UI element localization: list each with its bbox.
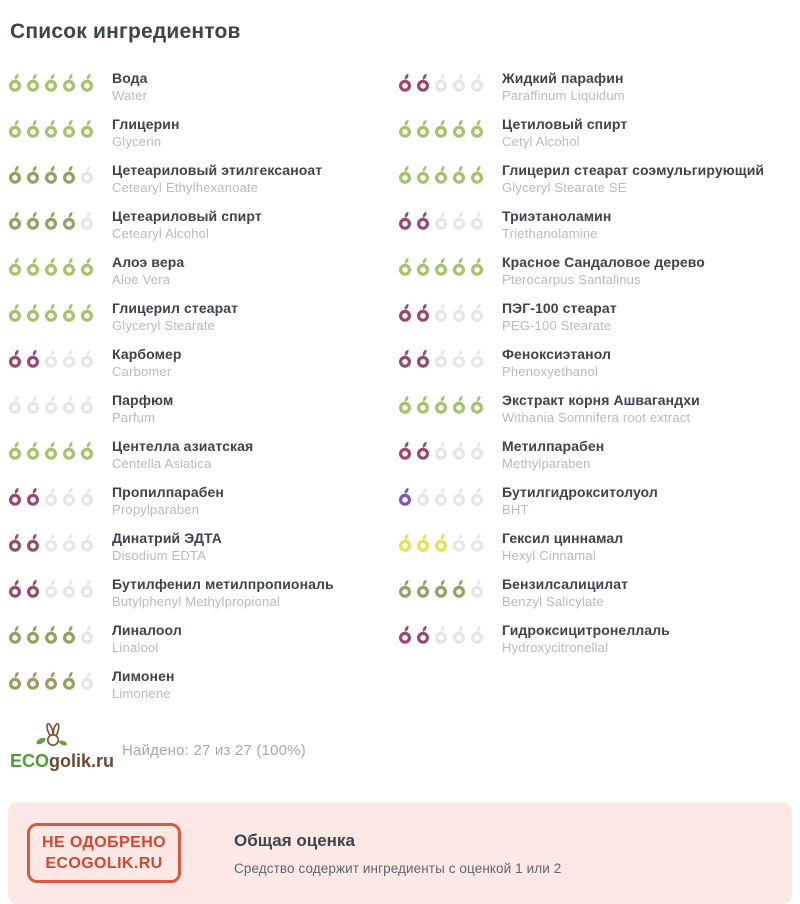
summary-description: Средство содержит ингредиенты с оценкой 1 или 2	[234, 860, 562, 876]
ingredient-name-en: Phenoxyethanol	[502, 364, 599, 379]
fruit-icon	[8, 256, 22, 276]
results-footer	[0, 724, 800, 776]
fruit-icon	[470, 256, 484, 276]
ingredient-text	[104, 254, 184, 287]
ingredient-row[interactable]	[398, 70, 800, 103]
ingredient-row[interactable]	[398, 530, 800, 563]
fruit-icon	[398, 302, 412, 322]
ingredient-text	[494, 484, 658, 517]
ingredient-name-en: Centella Asiatica	[112, 456, 212, 471]
ingredient-name-ru[interactable]: Красное Сандаловое дерево	[502, 254, 705, 270]
ingredient-text	[104, 392, 173, 425]
rating-icons	[8, 162, 104, 184]
ingredient-name-ru[interactable]: Парфюм	[112, 392, 174, 408]
fruit-icon	[470, 348, 484, 368]
fruit-icon	[44, 578, 58, 598]
fruit-icon	[416, 118, 430, 138]
fruit-icon	[80, 348, 94, 368]
fruit-icon	[8, 578, 22, 598]
fruit-icon	[416, 394, 430, 414]
fruit-icon	[80, 210, 94, 230]
fruit-icon	[452, 210, 466, 230]
fruit-icon	[434, 118, 448, 138]
fruit-icon	[8, 348, 22, 368]
ingredient-row[interactable]	[398, 208, 800, 241]
ingredient-text	[494, 622, 670, 655]
rating-icons	[8, 300, 104, 322]
fruit-icon	[8, 302, 22, 322]
found-count-text: Найдено: 27 из 27 (100%)	[122, 741, 306, 759]
fruit-icon	[434, 348, 448, 368]
fruit-icon	[26, 302, 40, 322]
fruit-icon	[80, 532, 94, 552]
ingredient-name-en: Cetearyl Alcohol	[112, 226, 210, 241]
fruit-icon	[416, 164, 430, 184]
ingredient-name-ru[interactable]: Глицерил стеарат	[112, 300, 239, 316]
ingredient-row[interactable]	[8, 116, 398, 149]
ingredient-row[interactable]	[8, 438, 398, 471]
rating-icons	[398, 438, 494, 460]
ingredient-text	[494, 208, 611, 241]
fruit-icon	[80, 118, 94, 138]
ingredient-text	[494, 300, 617, 333]
fruit-icon	[416, 72, 430, 92]
ingredient-name-en: Pterocarpus Santalinus	[502, 272, 641, 287]
ingredient-text	[104, 300, 238, 333]
ecogolik-logo[interactable]	[10, 724, 115, 776]
ingredient-name-en: Cetearyl Ethylhexanoate	[112, 180, 259, 195]
fruit-icon	[44, 532, 58, 552]
rating-icons	[398, 392, 494, 414]
fruit-icon	[80, 394, 94, 414]
fruit-icon	[8, 624, 22, 644]
fruit-icon	[452, 624, 466, 644]
fruit-icon	[80, 256, 94, 276]
fruit-icon	[80, 578, 94, 598]
ingredient-name-ru[interactable]: Пропилпарабен	[112, 484, 224, 500]
fruit-icon	[44, 164, 58, 184]
ingredient-text	[104, 70, 148, 103]
ingredient-name-ru[interactable]: Цетеариловый спирт	[112, 208, 262, 224]
ingredient-name-ru[interactable]: Бензилсалицилат	[502, 576, 629, 592]
fruit-icon	[398, 256, 412, 276]
ingredient-name-ru[interactable]: Триэтаноламин	[502, 208, 612, 224]
fruit-icon	[398, 348, 412, 368]
fruit-icon	[26, 348, 40, 368]
fruit-icon	[26, 210, 40, 230]
ingredient-name-ru[interactable]: Бутилфенил метилпропиональ	[112, 576, 334, 592]
ingredient-name-en: PEG-100 Stearate	[502, 318, 612, 333]
fruit-icon	[416, 486, 430, 506]
fruit-icon	[44, 624, 58, 644]
ingredient-name-ru[interactable]: Вода	[112, 70, 148, 86]
ingredient-row[interactable]	[398, 116, 800, 149]
fruit-icon	[62, 624, 76, 644]
ingredient-name-ru[interactable]: Гидроксицитронеллаль	[502, 622, 670, 638]
fruit-icon	[62, 440, 76, 460]
ingredient-row[interactable]	[8, 484, 398, 517]
fruit-icon	[452, 256, 466, 276]
fruit-icon	[80, 164, 94, 184]
ingredient-name-ru[interactable]: Цетеариловый этилгексаноат	[112, 162, 323, 178]
ingredient-row[interactable]	[8, 70, 398, 103]
ingredient-row[interactable]	[398, 622, 800, 655]
fruit-icon	[80, 486, 94, 506]
rating-icons	[8, 668, 104, 690]
rating-icons	[398, 346, 494, 368]
logo-text	[10, 751, 114, 772]
fruit-icon	[80, 72, 94, 92]
fruit-icon	[8, 532, 22, 552]
fruit-icon	[434, 210, 448, 230]
fruit-icon	[398, 118, 412, 138]
ingredient-name-ru[interactable]: Центелла азиатская	[112, 438, 254, 454]
ingredient-text	[494, 392, 700, 425]
ingredient-text	[494, 254, 705, 287]
fruit-icon	[452, 440, 466, 460]
rating-icons	[8, 576, 104, 598]
fruit-icon	[434, 256, 448, 276]
fruit-icon	[452, 348, 466, 368]
fruit-icon	[416, 348, 430, 368]
fruit-icon	[470, 302, 484, 322]
fruit-icon	[62, 486, 76, 506]
ingredient-row[interactable]	[398, 484, 800, 517]
ingredient-name-en: Triethanolamine	[502, 226, 598, 241]
fruit-icon	[434, 164, 448, 184]
ingredient-row[interactable]	[8, 392, 398, 425]
ingredient-name-ru[interactable]: Экстракт корня Ашвагандхи	[502, 392, 700, 408]
ingredient-name-en: BHT	[502, 502, 529, 517]
fruit-icon	[470, 440, 484, 460]
ingredient-name-ru[interactable]: Динатрий ЭДТА	[112, 530, 222, 546]
ingredient-row[interactable]	[8, 622, 398, 655]
rating-icons	[8, 254, 104, 276]
ingredient-name-en: Glyceryl Stearate	[112, 318, 216, 333]
ingredient-text	[104, 346, 182, 379]
ingredient-text	[494, 116, 627, 149]
fruit-icon	[398, 578, 412, 598]
ingredients-column-left	[8, 70, 398, 714]
fruit-icon	[452, 532, 466, 552]
fruit-icon	[434, 72, 448, 92]
fruit-icon	[398, 210, 412, 230]
ingredient-name-en: Cetyl Alcohol	[502, 134, 580, 149]
stamp-line-1: НЕ ОДОБРЕНО	[42, 834, 166, 851]
fruit-icon	[62, 302, 76, 322]
ingredient-row[interactable]	[398, 576, 800, 609]
fruit-icon	[470, 210, 484, 230]
fruit-icon	[398, 486, 412, 506]
fruit-icon	[8, 164, 22, 184]
fruit-icon	[470, 72, 484, 92]
fruit-icon	[62, 670, 76, 690]
stamp-line-2: ECOGOLIK.RU	[45, 855, 163, 872]
fruit-icon	[26, 256, 40, 276]
ingredient-text	[494, 530, 623, 563]
fruit-icon	[416, 210, 430, 230]
fruit-icon	[8, 486, 22, 506]
fruit-icon	[62, 256, 76, 276]
ingredient-name-en: Withania Somnifera root extract	[502, 410, 691, 425]
fruit-icon	[26, 670, 40, 690]
ingredient-name-ru[interactable]: Жидкий парафин	[502, 70, 624, 86]
rating-icons	[398, 162, 494, 184]
fruit-icon	[44, 210, 58, 230]
rating-icons	[398, 254, 494, 276]
fruit-icon	[434, 624, 448, 644]
rating-icons	[398, 576, 494, 598]
fruit-icon	[416, 532, 430, 552]
ingredient-row[interactable]	[8, 668, 398, 701]
fruit-icon	[44, 670, 58, 690]
ingredient-text	[104, 208, 262, 241]
ingredient-text	[494, 70, 625, 103]
ingredients-grid	[0, 70, 800, 714]
ingredient-name-ru[interactable]: Гексил циннамал	[502, 530, 624, 546]
fruit-icon	[26, 118, 40, 138]
ingredient-text	[494, 162, 764, 195]
ingredient-text	[104, 438, 253, 471]
fruit-icon	[44, 440, 58, 460]
fruit-icon	[62, 394, 76, 414]
fruit-icon	[44, 302, 58, 322]
ingredient-text	[104, 484, 224, 517]
fruit-icon	[434, 302, 448, 322]
fruit-icon	[62, 164, 76, 184]
ingredient-name-en: Propylparaben	[112, 502, 200, 517]
fruit-icon	[8, 210, 22, 230]
rabbit-leaves-icon	[34, 722, 70, 750]
fruit-icon	[452, 394, 466, 414]
fruit-icon	[62, 348, 76, 368]
ingredient-row[interactable]	[398, 162, 800, 195]
ingredient-name-en: Limonene	[112, 686, 171, 701]
fruit-icon	[8, 670, 22, 690]
fruit-icon	[26, 394, 40, 414]
fruit-icon	[416, 302, 430, 322]
logo-rest: golik.ru	[49, 751, 115, 771]
ingredient-name-en: Methylparaben	[502, 456, 591, 471]
ingredient-row[interactable]	[8, 576, 398, 609]
fruit-icon	[470, 624, 484, 644]
fruit-icon	[434, 394, 448, 414]
ingredient-name-en: Paraffinum Liquidum	[502, 88, 625, 103]
ingredient-name-en: Carbomer	[112, 364, 172, 379]
ingredient-name-en: Hexyl Cinnamal	[502, 548, 596, 563]
ingredient-row[interactable]	[398, 392, 800, 425]
fruit-icon	[8, 118, 22, 138]
fruit-icon	[8, 440, 22, 460]
rating-icons	[8, 622, 104, 644]
fruit-icon	[62, 118, 76, 138]
fruit-icon	[452, 118, 466, 138]
ingredient-text	[494, 346, 611, 379]
fruit-icon	[434, 486, 448, 506]
rating-icons	[398, 70, 494, 92]
fruit-icon	[434, 532, 448, 552]
rating-icons	[8, 208, 104, 230]
ingredient-name-en: Aloe Vera	[112, 272, 171, 287]
fruit-icon	[470, 118, 484, 138]
ingredient-row[interactable]	[8, 208, 398, 241]
fruit-icon	[80, 302, 94, 322]
ingredient-text	[104, 162, 322, 195]
fruit-icon	[44, 256, 58, 276]
overall-rating-banner	[8, 802, 792, 904]
fruit-icon	[80, 624, 94, 644]
ingredient-name-ru[interactable]: Метилпарабен	[502, 438, 605, 454]
fruit-icon	[398, 532, 412, 552]
fruit-icon	[8, 394, 22, 414]
ingredient-name-ru[interactable]: Глицерин	[112, 116, 180, 132]
not-approved-stamp	[27, 823, 181, 883]
ingredient-name-en: Hydroxycitronellal	[502, 640, 609, 655]
fruit-icon	[452, 72, 466, 92]
ingredient-name-ru[interactable]: Карбомер	[112, 346, 182, 362]
ingredient-text	[104, 576, 334, 609]
fruit-icon	[398, 164, 412, 184]
fruit-icon	[470, 394, 484, 414]
fruit-icon	[26, 486, 40, 506]
ingredient-text	[104, 622, 182, 655]
logo-eco: ECO	[10, 751, 50, 771]
fruit-icon	[398, 72, 412, 92]
rating-icons	[398, 208, 494, 230]
ingredient-name-ru[interactable]: Феноксиэтанол	[502, 346, 612, 362]
ingredient-row[interactable]	[8, 254, 398, 287]
rating-icons	[8, 70, 104, 92]
fruit-icon	[26, 624, 40, 644]
rating-icons	[8, 484, 104, 506]
ingredient-name-en: Glycerin	[112, 134, 162, 149]
ingredient-row[interactable]	[398, 300, 800, 333]
fruit-icon	[398, 440, 412, 460]
ingredient-name-en: Parfum	[112, 410, 156, 425]
fruit-icon	[416, 256, 430, 276]
fruit-icon	[44, 72, 58, 92]
rating-icons	[8, 346, 104, 368]
ingredient-text	[494, 438, 604, 471]
ingredient-row[interactable]	[398, 438, 800, 471]
fruit-icon	[452, 486, 466, 506]
ingredient-name-ru[interactable]: ПЭГ-100 стеарат	[502, 300, 617, 316]
rating-icons	[8, 530, 104, 552]
fruit-icon	[80, 440, 94, 460]
rating-icons	[398, 484, 494, 506]
fruit-icon	[44, 118, 58, 138]
fruit-icon	[470, 486, 484, 506]
summary-title: Общая оценка	[234, 830, 355, 850]
fruit-icon	[470, 164, 484, 184]
ingredient-name-ru[interactable]: Глицерил стеарат соэмульгирующий	[502, 162, 765, 178]
rating-icons	[398, 530, 494, 552]
fruit-icon	[452, 302, 466, 322]
rating-icons	[8, 392, 104, 414]
fruit-icon	[398, 624, 412, 644]
ingredient-text	[104, 116, 180, 149]
rating-icons	[398, 300, 494, 322]
fruit-icon	[470, 532, 484, 552]
summary-text	[234, 831, 561, 876]
fruit-icon	[26, 440, 40, 460]
page-title: Список ингредиентов	[10, 20, 241, 43]
rating-icons	[398, 622, 494, 644]
fruit-icon	[398, 394, 412, 414]
fruit-icon	[470, 578, 484, 598]
fruit-icon	[26, 578, 40, 598]
ingredient-name-ru[interactable]: Лимонен	[112, 668, 175, 684]
fruit-icon	[452, 164, 466, 184]
ingredient-row[interactable]	[8, 346, 398, 379]
ingredient-text	[494, 576, 628, 609]
ingredient-text	[104, 530, 222, 563]
ingredient-name-en: Glyceryl Stearate SE	[502, 180, 627, 195]
ingredient-name-en: Water	[112, 88, 148, 103]
fruit-icon	[62, 578, 76, 598]
fruit-icon	[416, 440, 430, 460]
ingredient-name-ru[interactable]: Алоэ вера	[112, 254, 185, 270]
ingredient-name-en: Benzyl Salicylate	[502, 594, 604, 609]
fruit-icon	[452, 578, 466, 598]
ingredient-name-ru[interactable]: Линалоол	[112, 622, 182, 638]
fruit-icon	[62, 210, 76, 230]
fruit-icon	[80, 670, 94, 690]
fruit-icon	[434, 578, 448, 598]
fruit-icon	[44, 394, 58, 414]
ingredient-name-ru[interactable]: Бутилгидрокситолуол	[502, 484, 658, 500]
fruit-icon	[8, 72, 22, 92]
ingredient-text	[104, 668, 175, 701]
ingredients-column-right	[398, 70, 800, 714]
fruit-icon	[44, 486, 58, 506]
fruit-icon	[26, 164, 40, 184]
rating-icons	[398, 116, 494, 138]
fruit-icon	[434, 440, 448, 460]
fruit-icon	[62, 72, 76, 92]
ingredient-row[interactable]	[8, 530, 398, 563]
ingredient-row[interactable]	[398, 346, 800, 379]
ingredient-name-en: Linalool	[112, 640, 159, 655]
ingredient-name-ru[interactable]: Цетиловый спирт	[502, 116, 628, 132]
ingredient-row[interactable]	[8, 300, 398, 333]
fruit-icon	[44, 348, 58, 368]
fruit-icon	[62, 532, 76, 552]
ingredient-row[interactable]	[8, 162, 398, 195]
ingredient-name-en: Butylphenyl Methylpropional	[112, 594, 280, 609]
fruit-icon	[26, 72, 40, 92]
fruit-icon	[26, 532, 40, 552]
rating-icons	[8, 438, 104, 460]
rating-icons	[8, 116, 104, 138]
fruit-icon	[416, 578, 430, 598]
fruit-icon	[416, 624, 430, 644]
ingredient-row[interactable]	[398, 254, 800, 287]
ingredient-name-en: Disodium EDTA	[112, 548, 207, 563]
